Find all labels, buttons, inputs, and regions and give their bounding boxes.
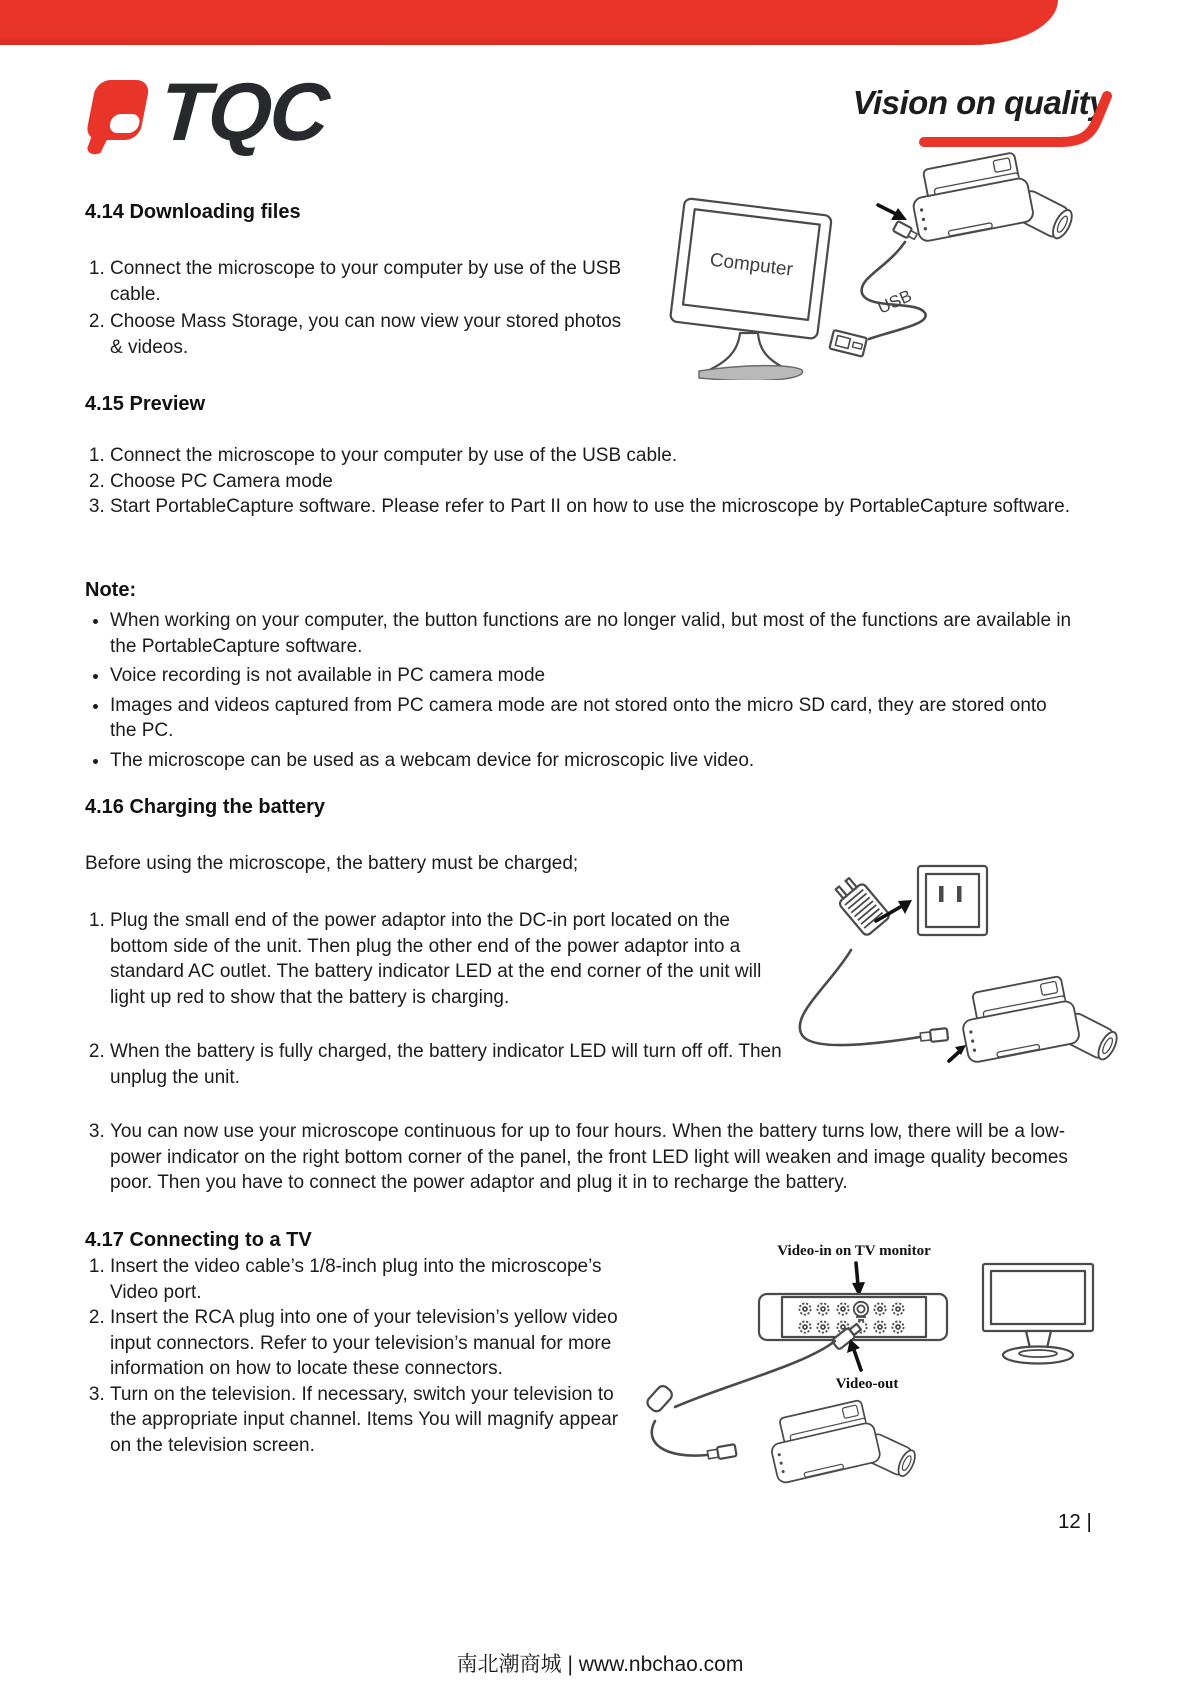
power-adaptor bbox=[830, 873, 891, 936]
tagline: Vision on quality bbox=[852, 84, 1107, 121]
list-item: 3. You can now use your microscope continuous for up to four hours. When the battery turns low, there will be a low-power indicator on the right bottom corner of the panel, the front LED light will weaken and image quality becomes poor. Then you have to connect the power adaptor and plug it in to recharge the battery. bbox=[110, 1119, 1115, 1196]
list-414 bbox=[85, 256, 630, 360]
section-heading-415: 4.15 Preview bbox=[85, 393, 206, 415]
list-item: 2. Choose PC Camera mode bbox=[110, 469, 1075, 495]
microscope-device bbox=[957, 967, 1120, 1089]
list-item: 3. Turn on the television. If necessary, switch your television to the appropriate input channel. Items You will magnify appear on the television screen. bbox=[110, 1382, 642, 1459]
list-item: 1. Plug the small end of the power adaptor into the DC-in port located on the bottom side of the unit. Then plug the other end of the power adaptor into a standard AC outlet. The battery indicator LED at the end corner of the unit will light up red to show that the battery is charging. bbox=[110, 908, 788, 1010]
arrow-video-out bbox=[847, 1339, 861, 1370]
mini-usb-plug bbox=[893, 221, 918, 242]
list-item: • The microscope can be used as a webcam device for microscopic live video. bbox=[110, 748, 1072, 774]
microscope-device bbox=[907, 150, 1081, 268]
wall-outlet bbox=[918, 866, 987, 935]
outlet-slot bbox=[957, 886, 962, 902]
header-red-bar bbox=[0, 0, 1058, 45]
computer-label: Computer bbox=[708, 249, 794, 281]
figure-tv-connection bbox=[595, 1235, 1115, 1530]
video-plug bbox=[707, 1444, 737, 1461]
video-in-label: Video-in on TV monitor bbox=[777, 1243, 931, 1259]
section-heading-416: 4.16 Charging the battery bbox=[85, 796, 326, 818]
microscope-device bbox=[765, 1390, 924, 1507]
video-cable-2 bbox=[652, 1421, 707, 1456]
tagline-swoosh bbox=[915, 88, 1125, 158]
charging-intro: Before using the microscope, the battery must be charged; bbox=[85, 853, 579, 874]
computer-monitor bbox=[670, 198, 832, 339]
list-item: 1. Connect the microscope to your computer by use of the USB cable. bbox=[110, 443, 1075, 469]
list-415 bbox=[85, 443, 1075, 520]
tqc-logo bbox=[84, 67, 331, 160]
arrow-to-dc-port bbox=[949, 1045, 966, 1061]
tv-monitor bbox=[983, 1264, 1093, 1364]
list-item: 3. Start PortableCapture software. Please refer to Part II on how to use the microscope by PortableCapture software. bbox=[110, 494, 1075, 520]
list-item: 2. When the battery is fully charged, the battery indicator LED will turn off off. Then unplug the unit. bbox=[110, 1039, 815, 1090]
arrow-video-in bbox=[852, 1263, 865, 1297]
usb-cable bbox=[862, 242, 926, 339]
list-item: • Images and videos captured from PC camera mode are not stored onto the micro SD card, they are stored onto the PC. bbox=[110, 693, 1072, 744]
ferrite-bead bbox=[645, 1384, 674, 1414]
arrow-to-usb-port bbox=[878, 205, 907, 220]
video-out-label: Video-out bbox=[835, 1376, 899, 1392]
list-item: 1. Insert the video cable’s 1/8-inch plug into the microscope’s Video port. bbox=[110, 1254, 642, 1305]
page-number: 12 | bbox=[1058, 1510, 1092, 1533]
list-417 bbox=[85, 1254, 642, 1458]
charger-cable bbox=[800, 950, 920, 1045]
figure-computer-usb bbox=[595, 150, 1105, 380]
list-item: 1. Connect the microscope to your computer by use of the USB cable. bbox=[110, 256, 630, 307]
list-item: 2. Choose Mass Storage, you can now view your stored photos & videos. bbox=[110, 309, 630, 360]
section-heading-417: 4.17 Connecting to a TV bbox=[85, 1229, 312, 1251]
video-cable bbox=[675, 1341, 835, 1407]
dc-plug bbox=[920, 1028, 948, 1043]
list-item: 2. Insert the RCA plug into one of your television’s yellow video input connectors. Refer to your television’s manual for more information on how to locate these connectors. bbox=[110, 1305, 642, 1382]
logo-wordmark: TQC bbox=[156, 67, 331, 158]
list-416-item3 bbox=[85, 1119, 1115, 1196]
usb-cable-label: USB bbox=[874, 286, 915, 318]
section-heading-414: 4.14 Downloading files bbox=[85, 201, 301, 223]
outlet-slot bbox=[939, 886, 944, 902]
note-heading: Note: bbox=[85, 579, 137, 601]
footer-text: 南北潮商城 | www.nbchao.com bbox=[456, 1653, 744, 1676]
usb-a-plug bbox=[829, 330, 867, 357]
tqc-logo-icon bbox=[84, 78, 154, 160]
note-list bbox=[85, 608, 1072, 773]
figure-charging bbox=[730, 855, 1120, 1090]
list-item: • Voice recording is not available in PC camera mode bbox=[110, 663, 1072, 689]
list-416-item1 bbox=[85, 908, 788, 1010]
list-416-item2 bbox=[85, 1039, 815, 1090]
list-item: • When working on your computer, the button functions are no longer valid, but most of the functions are available in the PortableCapture software. bbox=[110, 608, 1072, 659]
